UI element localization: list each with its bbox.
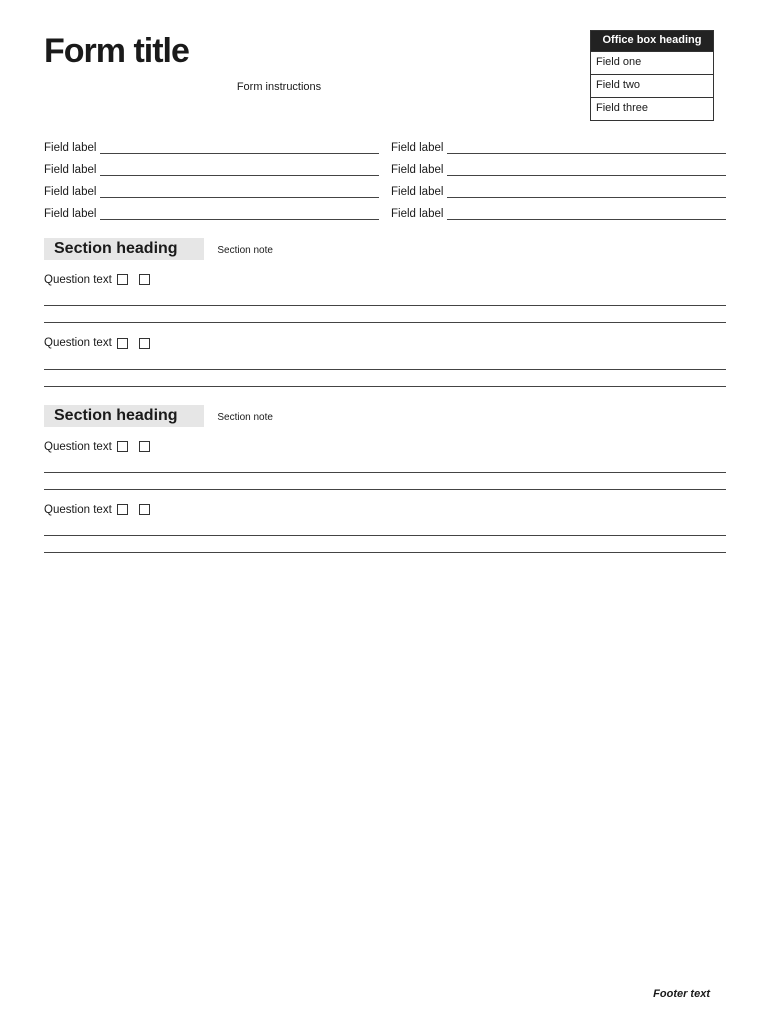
form-instructions: Form instructions xyxy=(236,81,322,93)
contact-field[interactable] xyxy=(391,160,726,176)
field-label: Field label xyxy=(44,142,97,154)
checkbox[interactable] xyxy=(117,504,128,515)
field-label: Field label xyxy=(391,186,444,198)
field-input-line[interactable] xyxy=(100,163,379,176)
answer-line[interactable] xyxy=(44,473,726,490)
checkbox[interactable] xyxy=(139,338,150,349)
answer-line[interactable] xyxy=(44,519,726,536)
field-input-line[interactable] xyxy=(100,141,379,154)
office-use-row: Field two xyxy=(591,74,713,97)
field-input-line[interactable] xyxy=(100,207,379,220)
field-input-line[interactable] xyxy=(100,185,379,198)
form-section xyxy=(44,220,726,387)
section-note: Section note xyxy=(217,411,273,423)
question xyxy=(44,502,726,553)
contact-field[interactable] xyxy=(391,138,726,154)
field-label: Field label xyxy=(391,164,444,176)
question xyxy=(44,335,726,386)
contact-field[interactable] xyxy=(44,138,379,154)
checkbox[interactable] xyxy=(139,274,150,285)
section-heading: Section heading xyxy=(44,405,204,427)
office-use-heading: Office box heading xyxy=(591,31,713,51)
contact-field[interactable] xyxy=(391,182,726,198)
answer-line[interactable] xyxy=(44,370,726,387)
contact-field[interactable] xyxy=(44,160,379,176)
office-use-row: Field one xyxy=(591,51,713,74)
field-input-line[interactable] xyxy=(447,163,726,176)
field-label: Field label xyxy=(44,208,97,220)
field-input-line[interactable] xyxy=(447,141,726,154)
form-section xyxy=(44,387,726,554)
form-title: Form title xyxy=(44,32,189,70)
answer-line[interactable] xyxy=(44,289,726,306)
contact-field[interactable] xyxy=(391,204,726,220)
field-input-line[interactable] xyxy=(447,185,726,198)
office-use-box xyxy=(590,30,714,121)
contact-field[interactable] xyxy=(44,182,379,198)
checkbox[interactable] xyxy=(139,504,150,515)
question xyxy=(44,439,726,490)
checkbox[interactable] xyxy=(117,441,128,452)
field-label: Field label xyxy=(391,208,444,220)
question xyxy=(44,272,726,323)
field-label: Field label xyxy=(44,164,97,176)
section-heading: Section heading xyxy=(44,238,204,260)
question-text: Question text xyxy=(44,274,112,286)
section-note: Section note xyxy=(217,245,273,256)
field-label: Field label xyxy=(391,142,444,154)
checkbox[interactable] xyxy=(139,441,150,452)
answer-line[interactable] xyxy=(44,456,726,473)
office-use-row: Field three xyxy=(591,97,713,120)
question-text: Question text xyxy=(44,503,112,516)
field-input-line[interactable] xyxy=(447,207,726,220)
answer-line[interactable] xyxy=(44,353,726,370)
contact-fields xyxy=(44,138,726,220)
answer-line[interactable] xyxy=(44,306,726,323)
page-footer: Footer text xyxy=(653,988,710,1000)
answer-line[interactable] xyxy=(44,536,726,553)
field-label: Field label xyxy=(44,186,97,198)
contact-field[interactable] xyxy=(44,204,379,220)
checkbox[interactable] xyxy=(117,274,128,285)
checkbox[interactable] xyxy=(117,338,128,349)
question-text: Question text xyxy=(44,337,112,350)
question-text: Question text xyxy=(44,440,112,453)
